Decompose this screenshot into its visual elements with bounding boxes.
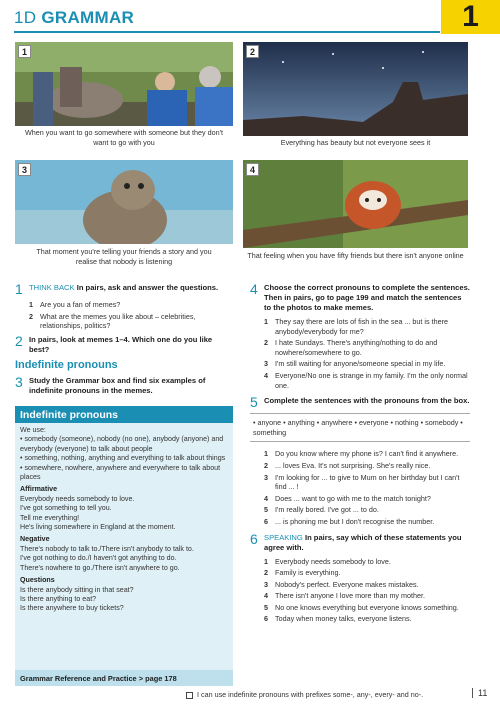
- item-text: What are the memes you like about – celebrities, relationships, politics?: [40, 311, 196, 331]
- photo-2-caption: Everything has beauty but not everyone sees it: [280, 138, 431, 147]
- photo-3-number: 3: [18, 163, 31, 176]
- item-number: 1: [264, 317, 268, 326]
- item-text: Today when money talks, everyone listens.: [275, 614, 412, 624]
- item-number: 4: [264, 493, 268, 503]
- exercise-6-title: In pairs, say which of these statements you agree with.: [264, 532, 462, 552]
- exercise-6-list: [250, 557, 470, 625]
- list-item: [264, 603, 470, 613]
- item-text: They say there are lots of fish in the sea ... but is there anybody/everybody for me?: [275, 317, 448, 336]
- example-line: I've got nothing to do./I haven't got anything to do.: [20, 554, 177, 563]
- photo-1-caption: When you want to go somewhere with someone but they don't want to go with you: [25, 128, 223, 147]
- item-number: 3: [264, 359, 268, 369]
- exercise-5-title: Complete the sentences with the pronouns from the box.: [264, 396, 470, 406]
- item-number: 5: [264, 505, 268, 515]
- affirmative-heading: Affirmative: [20, 485, 58, 494]
- exercise-6-instruction: [264, 533, 470, 553]
- item-number: 1: [264, 449, 268, 459]
- item-number: 2: [264, 568, 268, 578]
- bullet-text: something, nothing, anything and everything to talk about things: [24, 454, 226, 463]
- exercise-1-instruction: [29, 283, 218, 296]
- example-line: Is there anywhere to buy tickets?: [20, 604, 124, 613]
- photo-3-caption: That moment you're telling your friends a story and you realise that nobody is listening: [36, 247, 212, 266]
- item-number: 3: [264, 579, 268, 589]
- grammar-reference-link: Grammar Reference and Practice > page 178: [15, 670, 233, 686]
- photo-4-image: [243, 160, 468, 248]
- item-number: 2: [264, 338, 268, 348]
- item-number: 2: [29, 311, 33, 321]
- exercise-1-list: [15, 300, 233, 331]
- can-do-statement: [186, 690, 423, 699]
- page-number: 11: [472, 688, 487, 698]
- photo-3: [15, 160, 233, 244]
- item-number: 6: [264, 614, 268, 624]
- item-text: I'm looking for ... to give to Mum on her birthday but I can't find ... !: [275, 472, 460, 492]
- item-text: I'm really bored. I've got ... to do.: [275, 505, 379, 515]
- item-number: 4: [264, 591, 268, 601]
- list-item: [264, 505, 470, 515]
- exercise-3-title: Study the Grammar box and find six examples of indefinite pronouns in the memes.: [29, 376, 206, 396]
- exercise-5: [250, 396, 470, 409]
- exercise-4: [250, 283, 470, 313]
- list-item: [29, 312, 233, 331]
- exercise-1-number: 1: [15, 281, 23, 297]
- photo-1-image: [15, 42, 233, 126]
- unit-number: 1: [441, 0, 500, 34]
- photo-2-number: 2: [246, 45, 259, 58]
- bullet-item: • something, nothing, anything and everything to talk about things: [20, 454, 226, 463]
- photo-2-image: [243, 42, 468, 136]
- bullet-text: somebody (someone), nobody (no one), anybody (anyone) and everybody (everyone) to talk about people: [20, 435, 224, 453]
- item-text: ... loves Eva. It's not surprising. She's really nice.: [275, 460, 431, 470]
- list-item: [264, 591, 470, 601]
- exercise-3: [15, 376, 233, 396]
- exercise-1: [15, 283, 233, 296]
- photo-1-number: 1: [18, 45, 31, 58]
- exercise-4-list: [250, 317, 470, 390]
- exercise-2-number: 2: [15, 332, 23, 349]
- lesson-title: GRAMMAR: [41, 8, 135, 27]
- exercise-6-number: 6: [250, 530, 258, 547]
- photo-4-number: 4: [246, 163, 259, 176]
- list-item: [264, 461, 470, 471]
- exercise-6-keyword: SPEAKING: [264, 532, 303, 542]
- example-line: Is there anybody sitting in that seat?: [20, 585, 134, 594]
- right-column: [250, 283, 470, 626]
- list-item: [264, 568, 470, 578]
- example-line: Is there anything to eat?: [20, 594, 97, 603]
- list-item: [264, 517, 470, 527]
- page-header: [0, 0, 500, 34]
- item-number: 1: [264, 556, 268, 566]
- exercise-2: [15, 332, 233, 355]
- list-item: [264, 371, 470, 390]
- example-line: I've got something to tell you.: [20, 504, 112, 513]
- item-text: I hate Sundays. There's anything/nothing to do and nowhere/somewhere to go.: [275, 338, 438, 357]
- lesson-heading: [14, 8, 134, 28]
- grammar-box-title: Indefinite pronouns: [15, 406, 233, 423]
- photo-2: [243, 42, 468, 136]
- photo-3-image: [15, 160, 233, 244]
- exercise-6: [250, 530, 470, 553]
- example-line: Tell me everything!: [20, 513, 80, 522]
- questions-heading: Questions: [20, 576, 55, 585]
- bullet-item: • somebody (someone), nobody (no one), anybody (anyone) and everybody (everyone) to talk about people: [20, 435, 224, 453]
- can-do-text: I can use indefinite pronouns with prefixes some-, any-, every- and no-.: [197, 690, 424, 699]
- list-item: [29, 300, 233, 310]
- header-rule: [14, 31, 440, 33]
- we-use-label: We use:: [20, 426, 46, 434]
- exercise-4-title: Choose the correct pronouns to complete the sentences. Then in pairs, go to page 199 and match the sentences to the photos to make memes.: [264, 283, 470, 312]
- left-column: [15, 283, 233, 400]
- item-text: Family is everything.: [275, 568, 341, 578]
- exercise-1-title: In pairs, ask and answer the questions.: [76, 283, 219, 292]
- exercise-5-list: [250, 449, 470, 526]
- exercise-5-number: 5: [250, 394, 258, 411]
- item-text: No one knows everything but everyone knows something.: [275, 602, 459, 612]
- list-item: [264, 494, 470, 504]
- photo-1: [15, 42, 233, 126]
- lesson-code: 1D: [14, 8, 37, 27]
- item-number: 6: [264, 516, 268, 526]
- item-text: Are you a fan of memes?: [40, 300, 121, 309]
- example-line: There's nobody to talk to./There isn't anybody to talk to.: [20, 544, 194, 553]
- item-number: 4: [264, 370, 268, 380]
- item-text: I'm still waiting for anyone/someone special in my life.: [275, 359, 446, 369]
- grammar-box: [15, 406, 233, 686]
- item-text: ... is phoning me but I don't recognise the number.: [275, 516, 435, 526]
- pronoun-word-box: • anyone • anything • anywhere • everyone • nothing • somebody • something: [250, 413, 470, 442]
- grammar-box-body: [15, 423, 233, 617]
- negative-heading: Negative: [20, 535, 50, 544]
- list-item: [264, 359, 470, 369]
- exercise-2-title: In pairs, look at memes 1–4. Which one do you like best?: [29, 334, 213, 354]
- photo-4-caption: That feeling when you have fifty friends but there isn't anyone online: [247, 251, 464, 260]
- list-item: [264, 580, 470, 590]
- photo-4: [243, 160, 468, 248]
- list-item: [264, 449, 470, 459]
- item-number: 1: [29, 300, 33, 309]
- list-item: [264, 473, 470, 492]
- example-line: There's nowhere to go./There isn't anywhere to go.: [20, 563, 180, 572]
- item-text: Do you know where my phone is? I can't find it anywhere.: [275, 449, 459, 459]
- section-title: Indefinite pronouns: [15, 358, 118, 371]
- bullet-text: somewhere, nowhere, anywhere and everywhere to talk about places: [20, 463, 221, 482]
- checkbox-icon[interactable]: [186, 692, 193, 699]
- list-item: [264, 338, 470, 357]
- exercise-4-number: 4: [250, 281, 258, 297]
- exercise-3-number: 3: [15, 374, 23, 391]
- item-number: 3: [264, 472, 268, 482]
- item-text: Everyone/No one is strange in my family. I'm the only normal one.: [275, 370, 468, 390]
- item-number: 2: [264, 460, 268, 470]
- exercise-1-keyword: THINK BACK: [29, 283, 75, 292]
- list-item: [264, 317, 470, 336]
- example-line: He's living somewhere in England at the moment.: [20, 523, 176, 532]
- list-item: [264, 557, 470, 567]
- item-text: Does ... want to go with me to the match tonight?: [275, 493, 431, 503]
- example-line: Everybody needs somebody to love.: [20, 494, 135, 503]
- item-text: Everybody needs somebody to love.: [275, 556, 391, 566]
- item-text: There isn't anyone I love more than my mother.: [275, 591, 425, 601]
- bullet-item: • somewhere, nowhere, anywhere and everywhere to talk about places: [20, 463, 221, 482]
- list-item: [264, 614, 470, 624]
- item-number: 5: [264, 602, 268, 612]
- item-text: Nobody's perfect. Everyone makes mistakes.: [275, 579, 419, 589]
